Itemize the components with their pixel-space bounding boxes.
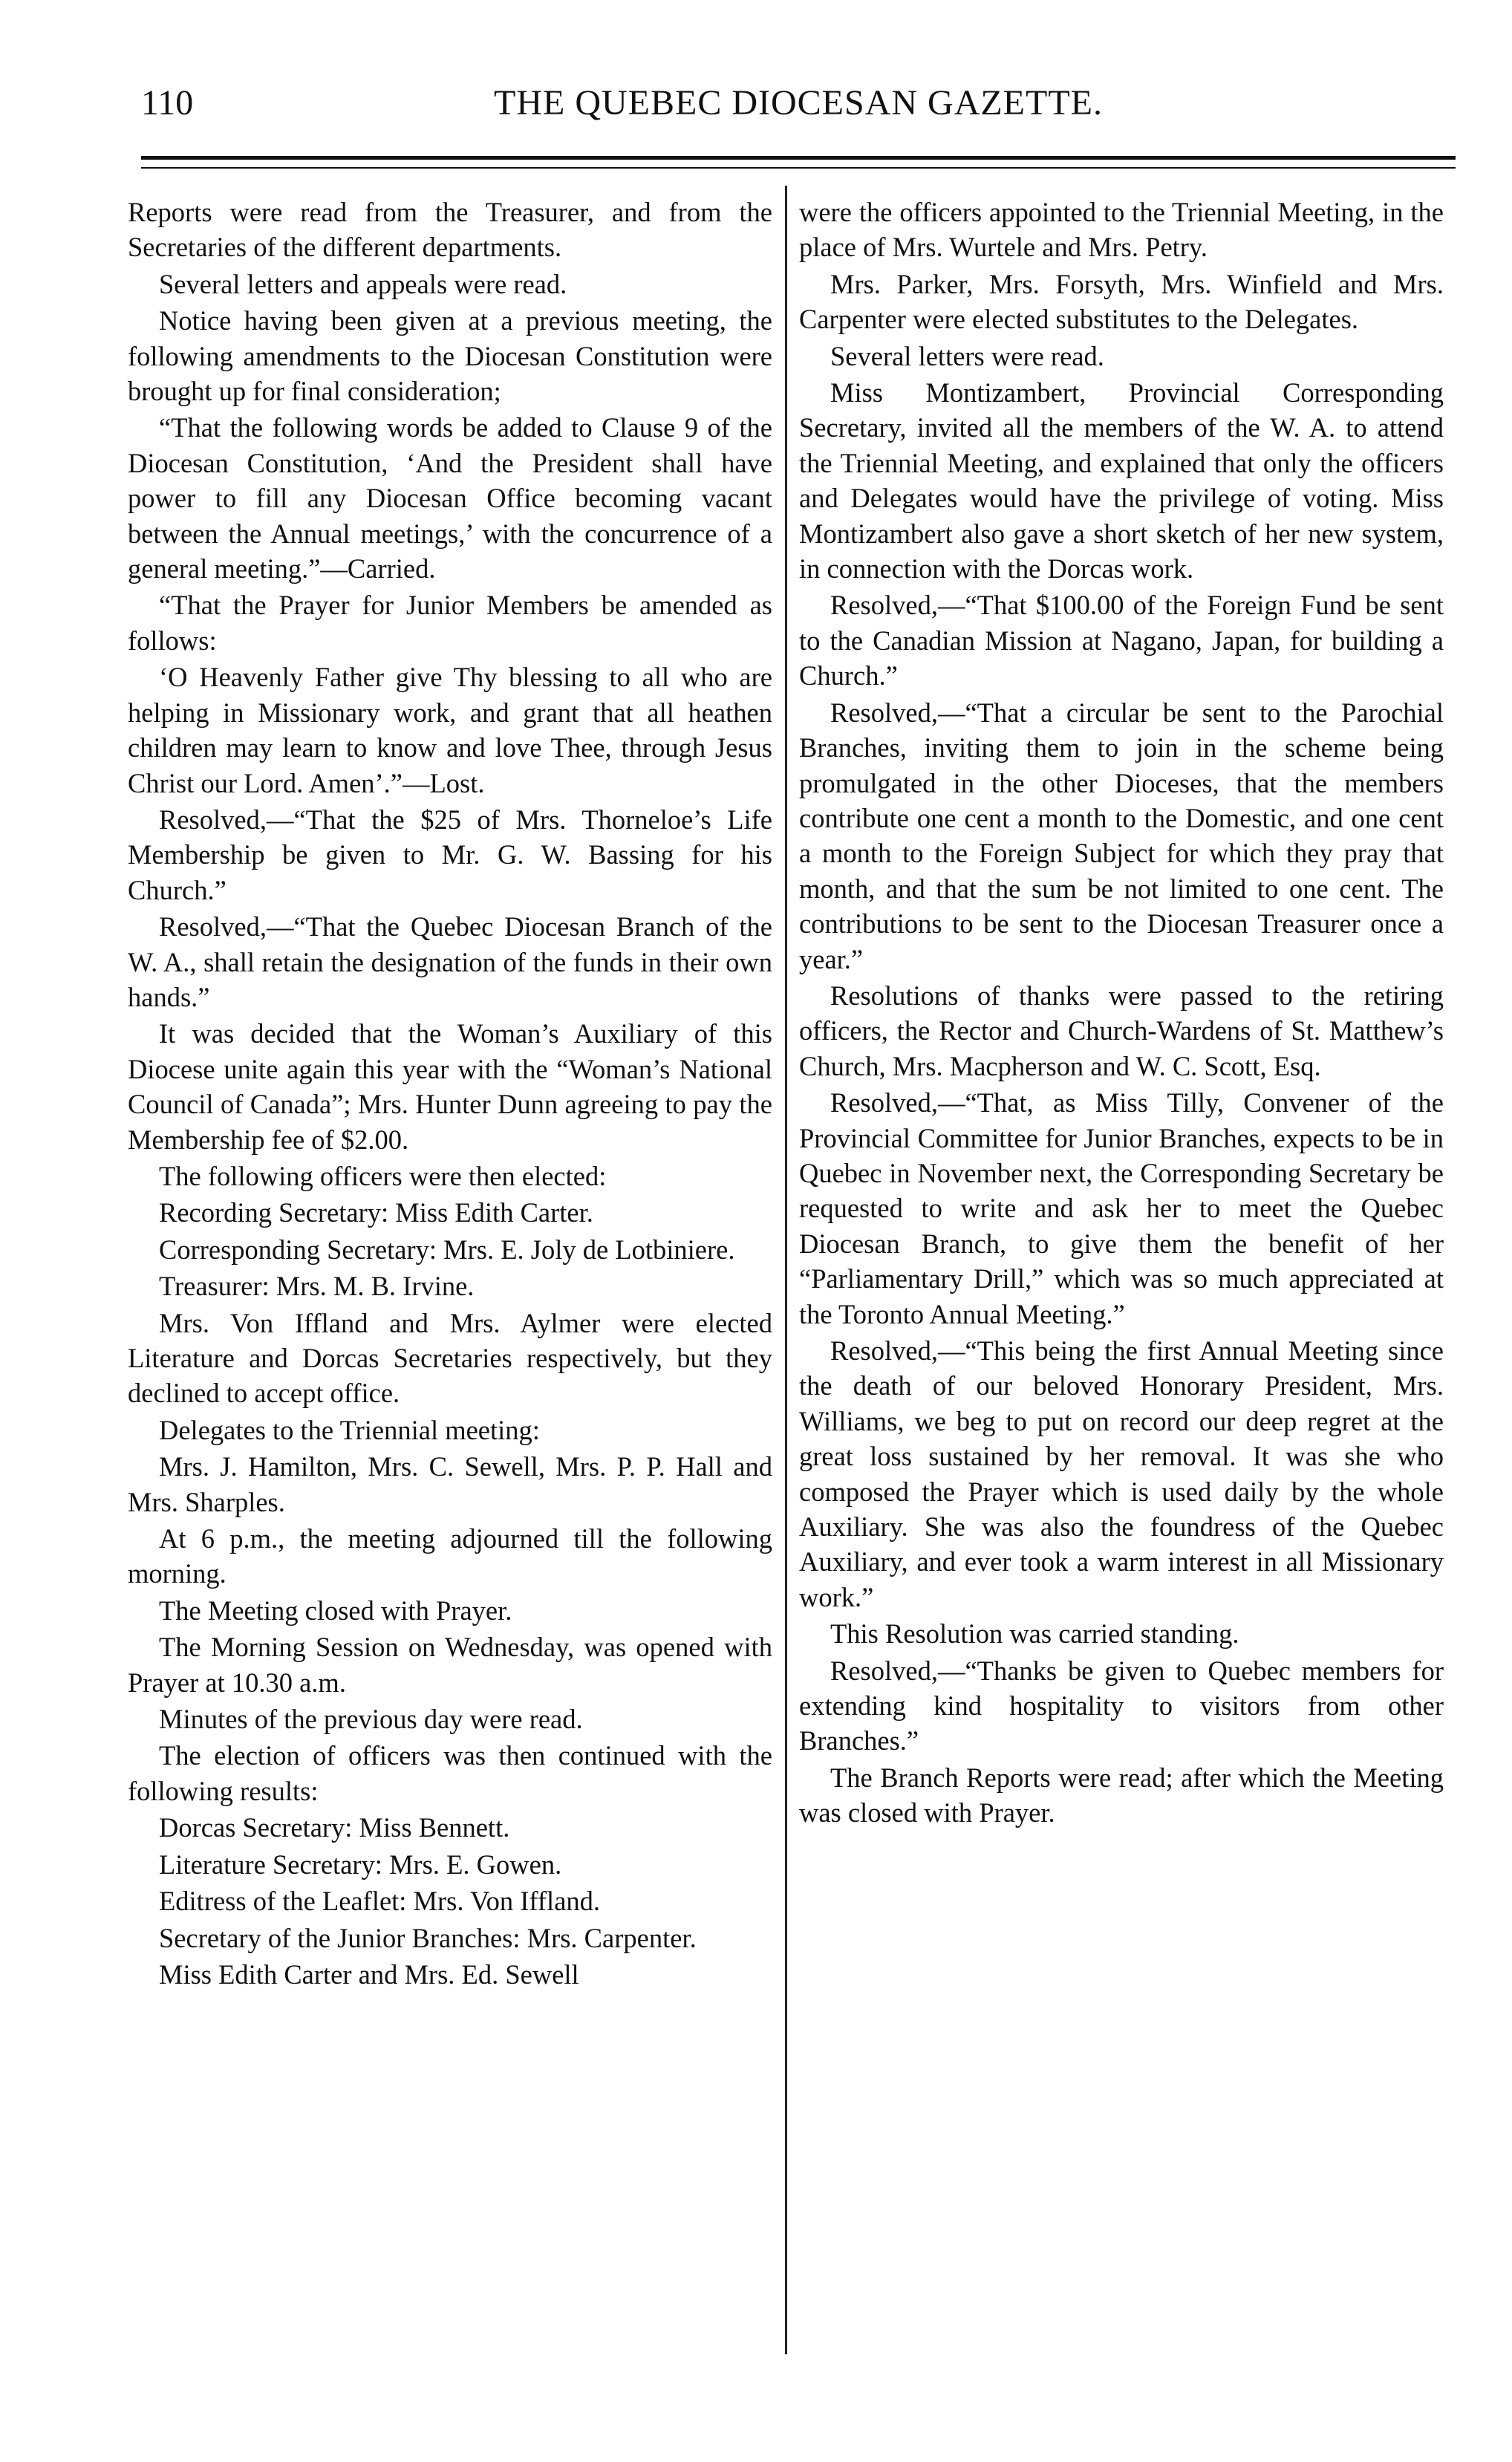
paragraph: Several letters were read. xyxy=(830,340,1104,371)
page-title: THE QUEBEC DIOCESAN GAZETTE. xyxy=(494,83,1103,123)
page-header xyxy=(141,77,1456,129)
paragraph: Corresponding Secretary: Mrs. E. Joly de Lotbiniere. xyxy=(159,1234,735,1265)
paragraph: Miss Montizambert, Provincial Corresponding Secretary, invited all the members of the W. A. to attend the Triennial Meeting, and explained that only the officers and Delegates would have the privilege of voting. Miss Montizambert also gave a short sketch of her new system, in connection with the Dorcas work. xyxy=(799,377,1444,584)
page-number: 110 xyxy=(141,83,194,123)
paragraph: The Morning Session on Wednesday, was opened with Prayer at 10.30 a.m. xyxy=(128,1632,772,1698)
paragraph: Minutes of the previous day were read. xyxy=(159,1704,583,1735)
paragraph: Dorcas Secretary: Miss Bennett. xyxy=(159,1812,510,1843)
paragraph: Resolved,—“That the $25 of Mrs. Thorneloe’s Life Membership be given to Mr. G. W. Bassing for his Church.” xyxy=(128,804,772,905)
paragraph: The following officers were then elected: xyxy=(159,1160,607,1191)
left-column xyxy=(128,195,772,1993)
paragraph: At 6 p.m., the meeting adjourned till the following morning. xyxy=(128,1523,772,1589)
paragraph: Secretary of the Junior Branches: Mrs. Carpenter. xyxy=(159,1922,697,1953)
paragraph: Delegates to the Triennial meeting: xyxy=(159,1414,540,1445)
paragraph: Treasurer: Mrs. M. B. Irvine. xyxy=(159,1271,475,1302)
paragraph: Miss Edith Carter and Mrs. Ed. Sewell xyxy=(159,1958,579,1990)
paragraph: Resolved,—“That, as Miss Tilly, Convener of the Provincial Committee for Junior Branches, expects to be in Quebec in November next, the Corresponding Secretary be requested to write and ask her to meet the Quebec Diocesan Branch, to give them the benefit of her “Parliamentary Drill,” which was so much appreciated at the Toronto Annual Meeting.” xyxy=(799,1087,1444,1329)
header-rule-thin xyxy=(141,167,1456,169)
paragraph: Resolved,—“This being the first Annual Meeting since the death of our beloved Honorary President, Mrs. Williams, we beg to put on record our deep regret at the great loss sustained by her removal. It was she who composed the Prayer which is used daily by the whole Auxiliary. She was also the foundress of the Quebec Auxiliary, and ever took a warm interest in all Missionary work.” xyxy=(799,1335,1444,1612)
paragraph: It was decided that the Woman’s Auxiliary of this Diocese unite again this year with the “Woman’s National Council of Canada”; Mrs. Hunter Dunn agreeing to pay the Membership fee of $2.00. xyxy=(128,1018,772,1155)
paragraph: This Resolution was carried standing. xyxy=(830,1618,1239,1650)
paragraph: Reports were read from the Treasurer, and from the Secretaries of the different departments. xyxy=(128,197,772,263)
paragraph: The election of officers was then continued with the following results: xyxy=(128,1740,772,1806)
paragraph: Resolved,—“That a circular be sent to the Parochial Branches, inviting them to join in the scheme being promulgated in the other Dioceses, that the members contribute one cent a month to the Domestic, and one cent a month to the Foreign Subject for which they pray that month, and that the sum be not limited to one cent. The contributions to be sent to the Diocesan Treasurer once a year.” xyxy=(799,697,1444,974)
paragraph: Resolved,—“Thanks be given to Quebec members for extending kind hospitality to visitors from other Branches.” xyxy=(799,1655,1444,1756)
paragraph: Resolved,—“That the Quebec Diocesan Branch of the W. A., shall retain the designation of the funds in their own hands.” xyxy=(128,911,772,1012)
paragraph: Literature Secretary: Mrs. E. Gowen. xyxy=(159,1849,562,1880)
paragraph: Notice having been given at a previous meeting, the following amendments to the Diocesan Constitution were brought up for final consideration; xyxy=(128,305,772,407)
paragraph: Mrs. Von Iffland and Mrs. Aylmer were elected Literature and Dorcas Secretaries respectively, but they declined to accept office. xyxy=(128,1307,772,1409)
paragraph: “That the Prayer for Junior Members be amended as follows: xyxy=(128,590,772,656)
paragraph: Resolved,—“That $100.00 of the Foreign Fund be sent to the Canadian Mission at Nagano, Japan, for building a Church.” xyxy=(799,590,1444,691)
paragraph: ‘O Heavenly Father give Thy blessing to all who are helping in Missionary work, and grant that all heathen children may learn to know and love Thee, through Jesus Christ our Lord. Amen’.”—Lost. xyxy=(128,662,772,798)
paragraph: Mrs. J. Hamilton, Mrs. C. Sewell, Mrs. P. P. Hall and Mrs. Sharples. xyxy=(128,1451,772,1517)
paragraph: Resolutions of thanks were passed to the retiring officers, the Rector and Church-Wardens of St. Matthew’s Church, Mrs. Macpherson and W. C. Scott, Esq. xyxy=(799,980,1444,1081)
header-rule-thick xyxy=(141,156,1456,160)
column-divider xyxy=(785,186,787,2354)
paragraph: Mrs. Parker, Mrs. Forsyth, Mrs. Winfield and Mrs. Carpenter were elected substitutes to the Delegates. xyxy=(799,268,1444,335)
paragraph: Editress of the Leaflet: Mrs. Von Iffland. xyxy=(159,1886,601,1917)
paragraph: The Meeting closed with Prayer. xyxy=(159,1595,512,1626)
right-column xyxy=(799,195,1444,1832)
paragraph: “That the following words be added to Clause 9 of the Diocesan Constitution, ‘And the President shall have power to fill any Diocesan Office becoming vacant between the Annual meetings,’ with the concurrence of a general meeting.”—Carried. xyxy=(128,412,772,584)
paragraph: Several letters and appeals were read. xyxy=(159,268,567,299)
paragraph: were the officers appointed to the Triennial Meeting, in the place of Mrs. Wurtele and Mrs. Petry. xyxy=(799,197,1444,263)
paragraph: The Branch Reports were read; after which the Meeting was closed with Prayer. xyxy=(799,1762,1444,1828)
paragraph: Recording Secretary: Miss Edith Carter. xyxy=(159,1197,593,1228)
